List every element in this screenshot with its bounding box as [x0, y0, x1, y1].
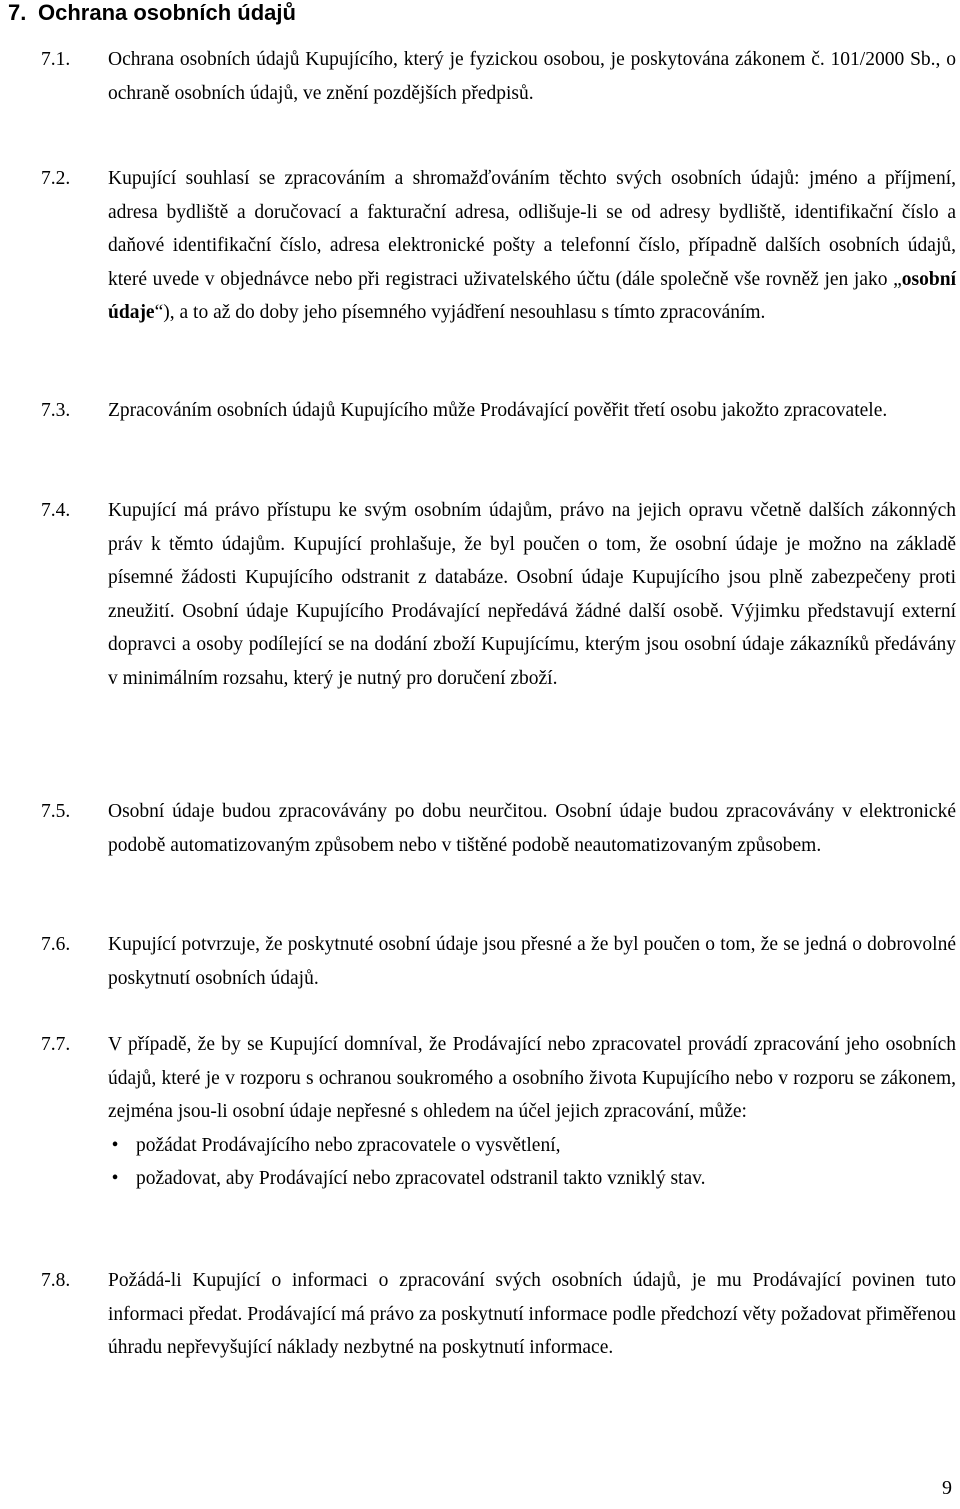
bullet-icon: •: [111, 1168, 119, 1189]
list-item-text: požádat Prodávajícího nebo zpracovatele o vysvětlení,: [136, 1134, 561, 1156]
remedy-list: [108, 1129, 956, 1196]
clause-text: V případě, že by se Kupující domníval, že Prodávající nebo zpracovatel provádí zpracování jeho osobních údajů, které je v rozporu s ochranou soukromého a osobního života Kupujícího nebo v rozporu se zákonem, zejména jsou-li osobní údaje nepřesné s ohledem na účel jejich zpracování, může:: [108, 1034, 956, 1122]
clause-text: Kupující potvrzuje, že poskytnuté osobní údaje jsou přesné a že byl poučen o tom, že se jedná o dobrovolné poskytnutí osobních údajů.: [108, 934, 956, 989]
clause-text: Požádá-li Kupující o informaci o zpracování svých osobních údajů, je mu Prodávající povinen tuto informaci předat. Prodávající má právo za poskytnutí informace podle předchozí věty požadovat přiměřenou úhradu nepřevyšující náklady nezbytné na poskytnutí informace.: [108, 1270, 956, 1358]
list-item: [108, 1129, 956, 1163]
clause-text: Zpracováním osobních údajů Kupujícího může Prodávající pověřit třetí osobu jakožto zpracovatele.: [108, 400, 888, 421]
clause-text: Kupující má právo přístupu ke svým osobním údajům, právo na jejich opravu včetně dalších zákonných práv k těmto údajům. Kupující prohlašuje, že byl poučen o tom, že osobní údaje je možno na základě písemné žádosti Kupujícího odstranit z databáze. Osobní údaje Kupujícího jsou plně zabezpečeny proti zneužití. Osobní údaje Kupujícího Prodávající nepředává žádné další osobě. Výjimku představují externí dopravci a osoby podílející se na dodání zboží Kupujícímu, kterým jsou osobní údaje zákazníků předávány v minimálním rozsahu, který je nutný pro doručení zboží.: [108, 500, 956, 689]
page-number: 9: [942, 1477, 952, 1499]
clause-text: [108, 162, 956, 330]
clause-text-part: “), a to až do doby jeho písemného vyjádření nesouhlasu s tímto zpracováním.: [154, 302, 766, 323]
heading-number: 7.: [8, 0, 27, 25]
clause-number: 7.5.: [41, 801, 71, 822]
clause-number: 7.1.: [41, 49, 71, 70]
section-heading: [8, 0, 296, 26]
clause-number: 7.8.: [41, 1270, 71, 1291]
clause-text-part: Kupující souhlasí se zpracováním a shromažďováním těchto svých osobních údajů: jméno a příjmení, adresa bydliště a doručovací a fakturační adresa, odlišuje-li se od adresy bydliště, identifikační číslo a daňové identifikační číslo, adresa elektronické pošty a telefonní číslo, případně dalších osobních údajů, které uvede v objednávce nebo při registraci uživatelského účtu (dále společně vše rovněž jen jako „: [108, 168, 956, 290]
clause-number: 7.3.: [41, 400, 71, 421]
clause-text: Osobní údaje budou zpracovávány po dobu neurčitou. Osobní údaje budou zpracovávány v elektronické podobě automatizovaným způsobem nebo v tištěné podobě neautomatizovaným způsobem.: [108, 801, 956, 856]
bullet-icon: •: [111, 1134, 119, 1156]
list-item-text: požadovat, aby Prodávající nebo zpracovatel odstranil takto vzniklý stav.: [136, 1168, 706, 1189]
clause-number: 7.6.: [41, 934, 71, 955]
heading-title: Ochrana osobních údajů: [38, 0, 296, 25]
clause-number: 7.4.: [41, 500, 71, 521]
clause-number: 7.2.: [41, 168, 71, 189]
list-item: [108, 1162, 956, 1196]
defined-term: osobní údaje: [108, 268, 956, 323]
clause-number: 7.7.: [41, 1034, 71, 1055]
clause-body: [108, 1028, 956, 1196]
clause-text: Ochrana osobních údajů Kupujícího, který je fyzickou osobou, je poskytována zákonem č. 101/2000 Sb., o ochraně osobních údajů, ve znění pozdějších předpisů.: [108, 49, 956, 104]
